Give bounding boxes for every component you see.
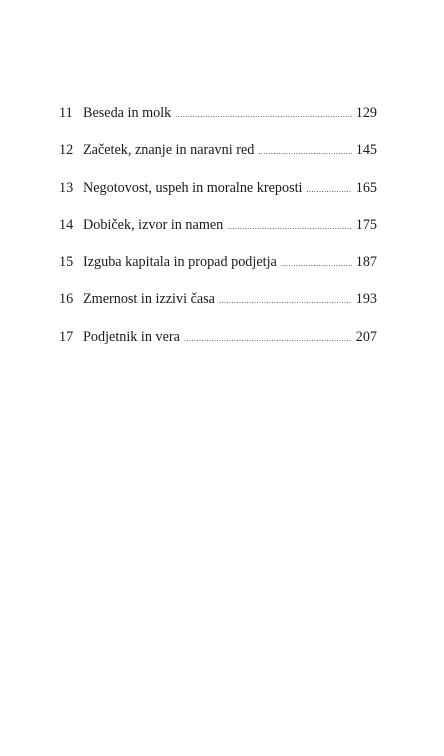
- page-number: 175: [355, 216, 377, 233]
- chapter-title: Beseda in molk: [83, 105, 172, 121]
- toc-entry: [59, 106, 377, 143]
- toc-entry: [59, 330, 377, 367]
- page-number: 187: [355, 254, 377, 271]
- chapter-title: Podjetnik in vera: [83, 328, 180, 345]
- dot-leader: [227, 223, 351, 231]
- toc-entry: [59, 143, 377, 180]
- page-number: 145: [355, 142, 377, 159]
- chapter-number: 12: [59, 142, 74, 159]
- dot-leader: [281, 260, 352, 268]
- page-number: 207: [355, 328, 377, 345]
- toc-entry: [59, 255, 377, 292]
- chapter-number: 17: [59, 328, 74, 345]
- chapter-title: Začetek, znanje in naravni red: [83, 142, 255, 159]
- page-number: 129: [355, 105, 377, 121]
- dot-leader: [258, 148, 351, 156]
- dot-leader: [219, 297, 352, 305]
- chapter-number: 15: [59, 254, 74, 271]
- page-number: 165: [355, 179, 377, 196]
- chapter-number: 11: [59, 105, 73, 121]
- chapter-title: Izguba kapitala in propad podjetja: [83, 254, 277, 271]
- toc-entry: [59, 292, 377, 329]
- chapter-number: 14: [59, 216, 74, 233]
- toc-entry: [59, 218, 377, 255]
- chapter-title: Negotovost, uspeh in moralne kreposti: [83, 179, 303, 196]
- dot-leader: [184, 335, 352, 343]
- chapter-number: 16: [59, 291, 74, 308]
- chapter-title: Zmernost in izzivi časa: [83, 291, 215, 308]
- chapter-title: Dobiček, izvor in namen: [83, 216, 224, 233]
- dot-leader: [175, 111, 351, 119]
- page-number: 193: [355, 291, 377, 308]
- toc-entry: [59, 181, 377, 218]
- dot-leader: [306, 186, 351, 194]
- chapter-number: 13: [59, 179, 74, 196]
- table-of-contents: [59, 106, 377, 367]
